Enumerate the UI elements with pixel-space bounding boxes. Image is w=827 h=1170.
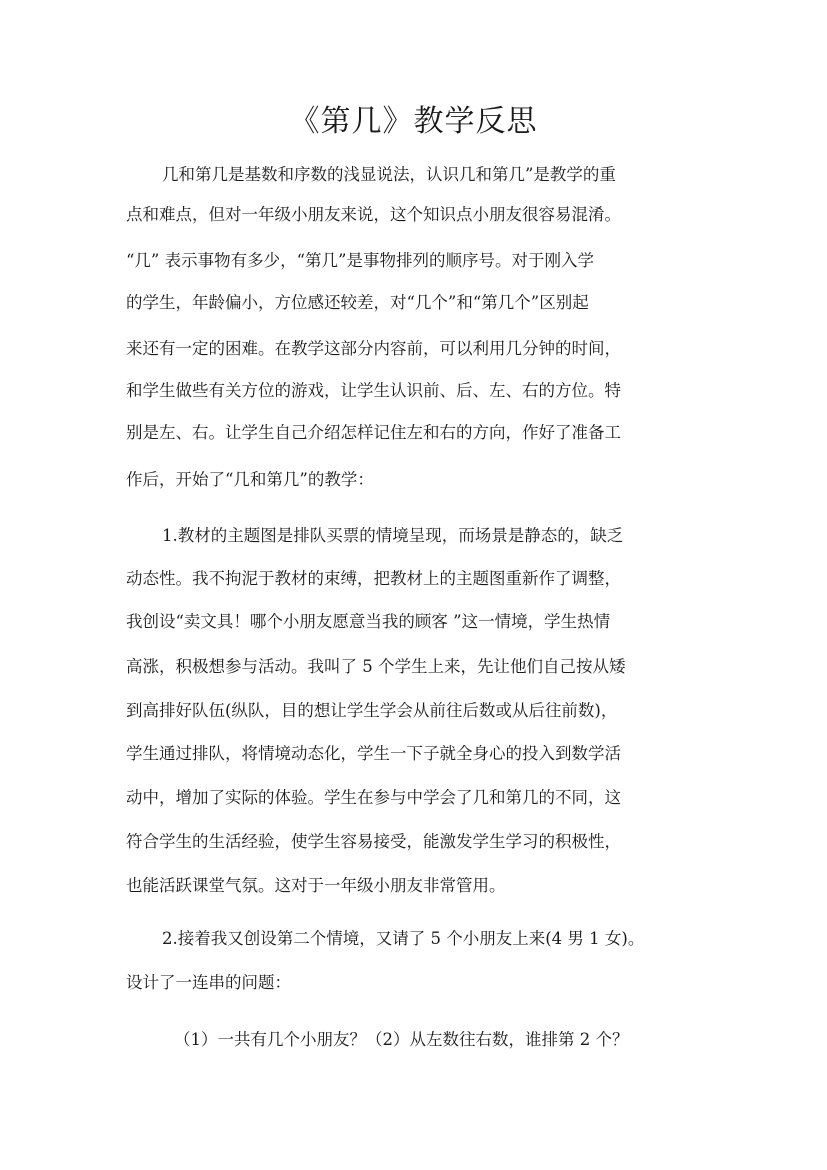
paragraph-line: 和学生做些有关方位的游戏，让学生认识前、后、左、右的方位。特 <box>126 381 621 400</box>
paragraph-line: 2.接着我又创设第二个情境，又请了 5 个小朋友上来(4 男 1 女)。 <box>162 929 645 948</box>
paragraph-line: 学生通过排队，将情境动态化，学生一下子就全身心的投入到数学活 <box>126 744 621 763</box>
paragraph-line: 高涨，积极想参与活动。我叫了 5 个学生上来，先让他们自己按从矮 <box>126 657 626 676</box>
paragraph-line: （1）一共有几个小朋友？（2）从左数往右数，谁排第 2 个？ <box>174 1030 629 1049</box>
paragraph-line: 1.教材的主题图是排队买票的情境呈现，而场景是静态的，缺乏 <box>162 526 624 545</box>
paragraph-line: 动中，增加了实际的体验。学生在参与中学会了几和第几的不同，这 <box>126 788 621 807</box>
paragraph-line: 符合学生的生活经验，使学生容易接受，能激发学生学习的积极性， <box>126 832 621 851</box>
paragraph-line: 也能活跃课堂气氛。这对于一年级小朋友非常管用。 <box>126 876 506 895</box>
paragraph-line: 点和难点，但对一年级小朋友来说，这个知识点小朋友很容易混淆。 <box>126 205 621 224</box>
paragraph-line: 设计了一连串的问题： <box>126 973 291 992</box>
paragraph-line: 到高排好队伍(纵队，目的想让学生学会从前往后数或从后往前数)， <box>126 701 618 720</box>
paragraph-line: 来还有一定的困难。在教学这部分内容前，可以利用几分钟的时间， <box>126 339 621 358</box>
paragraph-line: 动态性。我不拘泥于教材的束缚，把教材上的主题图重新作了调整， <box>126 569 621 588</box>
paragraph-line: 几和第几是基数和序数的浅显说法，认识几和第几”是教学的重 <box>162 165 616 184</box>
paragraph-line: “几” 表示事物有多少，“第几”是事物排列的顺序号。对于刚入学 <box>126 251 594 270</box>
paragraph-line: 作后，开始了“几和第几”的教学： <box>126 470 374 489</box>
paragraph-line: 别是左、右。让学生自己介绍怎样记住左和右的方向，作好了准备工 <box>126 423 621 442</box>
document-title: 《第几》教学反思 <box>289 104 538 139</box>
paragraph-line: 我创设“卖文具！哪个小朋友愿意当我的顾客 ”这一情境，学生热情 <box>126 612 611 631</box>
paragraph-line: 的学生，年龄偏小，方位感还较差，对“几个”和“第几个”区别起 <box>126 293 589 312</box>
